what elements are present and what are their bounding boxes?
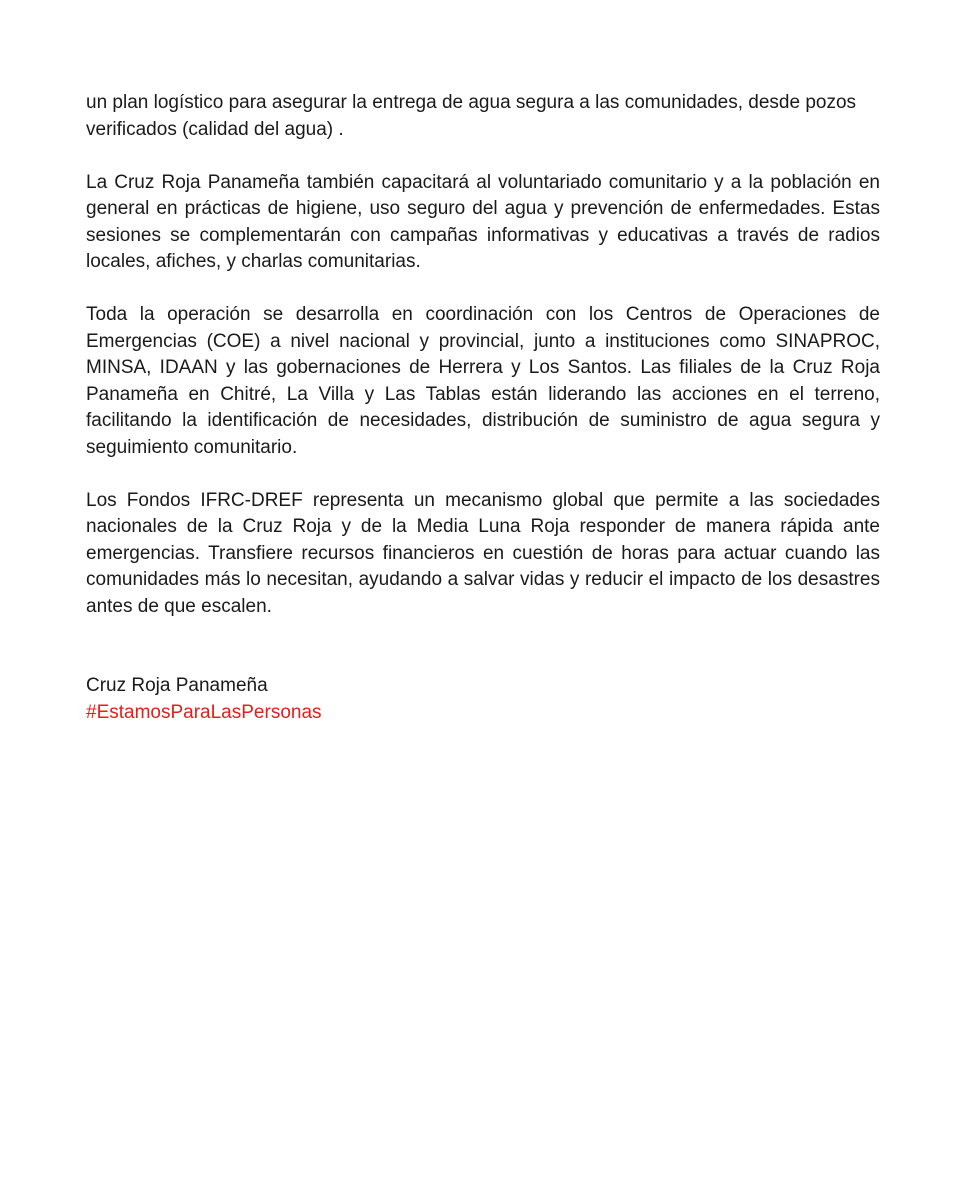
- paragraph-logistics-plan: un plan logístico para asegurar la entrega de agua segura a las comunidades, desde pozos verificados (calidad del agua) .: [86, 92, 857, 140]
- signature-organization: Cruz Roja Panameña: [86, 675, 268, 696]
- paragraph-dref-funds: Los Fondos IFRC-DREF representa un mecanismo global que permite a las sociedades nacionales de la Cruz Roja y de la Media Luna Roja responder de manera rápida ante emergencias. Transfiere recursos financieros en cuestión de horas para actuar cuando las comunidades más lo necesitan, ayudando a salvar vidas y reducir el impacto de los desastres antes de que escalen.: [86, 489, 880, 617]
- signature-block: [86, 673, 880, 726]
- signature-hashtag[interactable]: #EstamosParaLasPersonas: [86, 701, 322, 723]
- document-body: [86, 90, 880, 726]
- paragraph-coordination: Toda la operación se desarrolla en coordinación con los Centros de Operaciones de Emergencias (COE) a nivel nacional y provincial, junto a instituciones como SINAPROC, MINSA, IDAAN y las gobernaciones de Herrera y Los Santos. Las filiales de la Cruz Roja Panameña en Chitré, La Villa y Las Tablas están liderando las acciones en el terreno, facilitando la identificación de necesidades, distribución de suministro de agua segura y seguimiento comunitario.: [86, 304, 880, 458]
- paragraph-training: La Cruz Roja Panameña también capacitará al voluntariado comunitario y a la población en general en prácticas de higiene, uso seguro del agua y prevención de enfermedades. Estas sesiones se complementarán con campañas informativas y educativas a través de radios locales, afiches, y charlas comunitarias.: [86, 171, 880, 272]
